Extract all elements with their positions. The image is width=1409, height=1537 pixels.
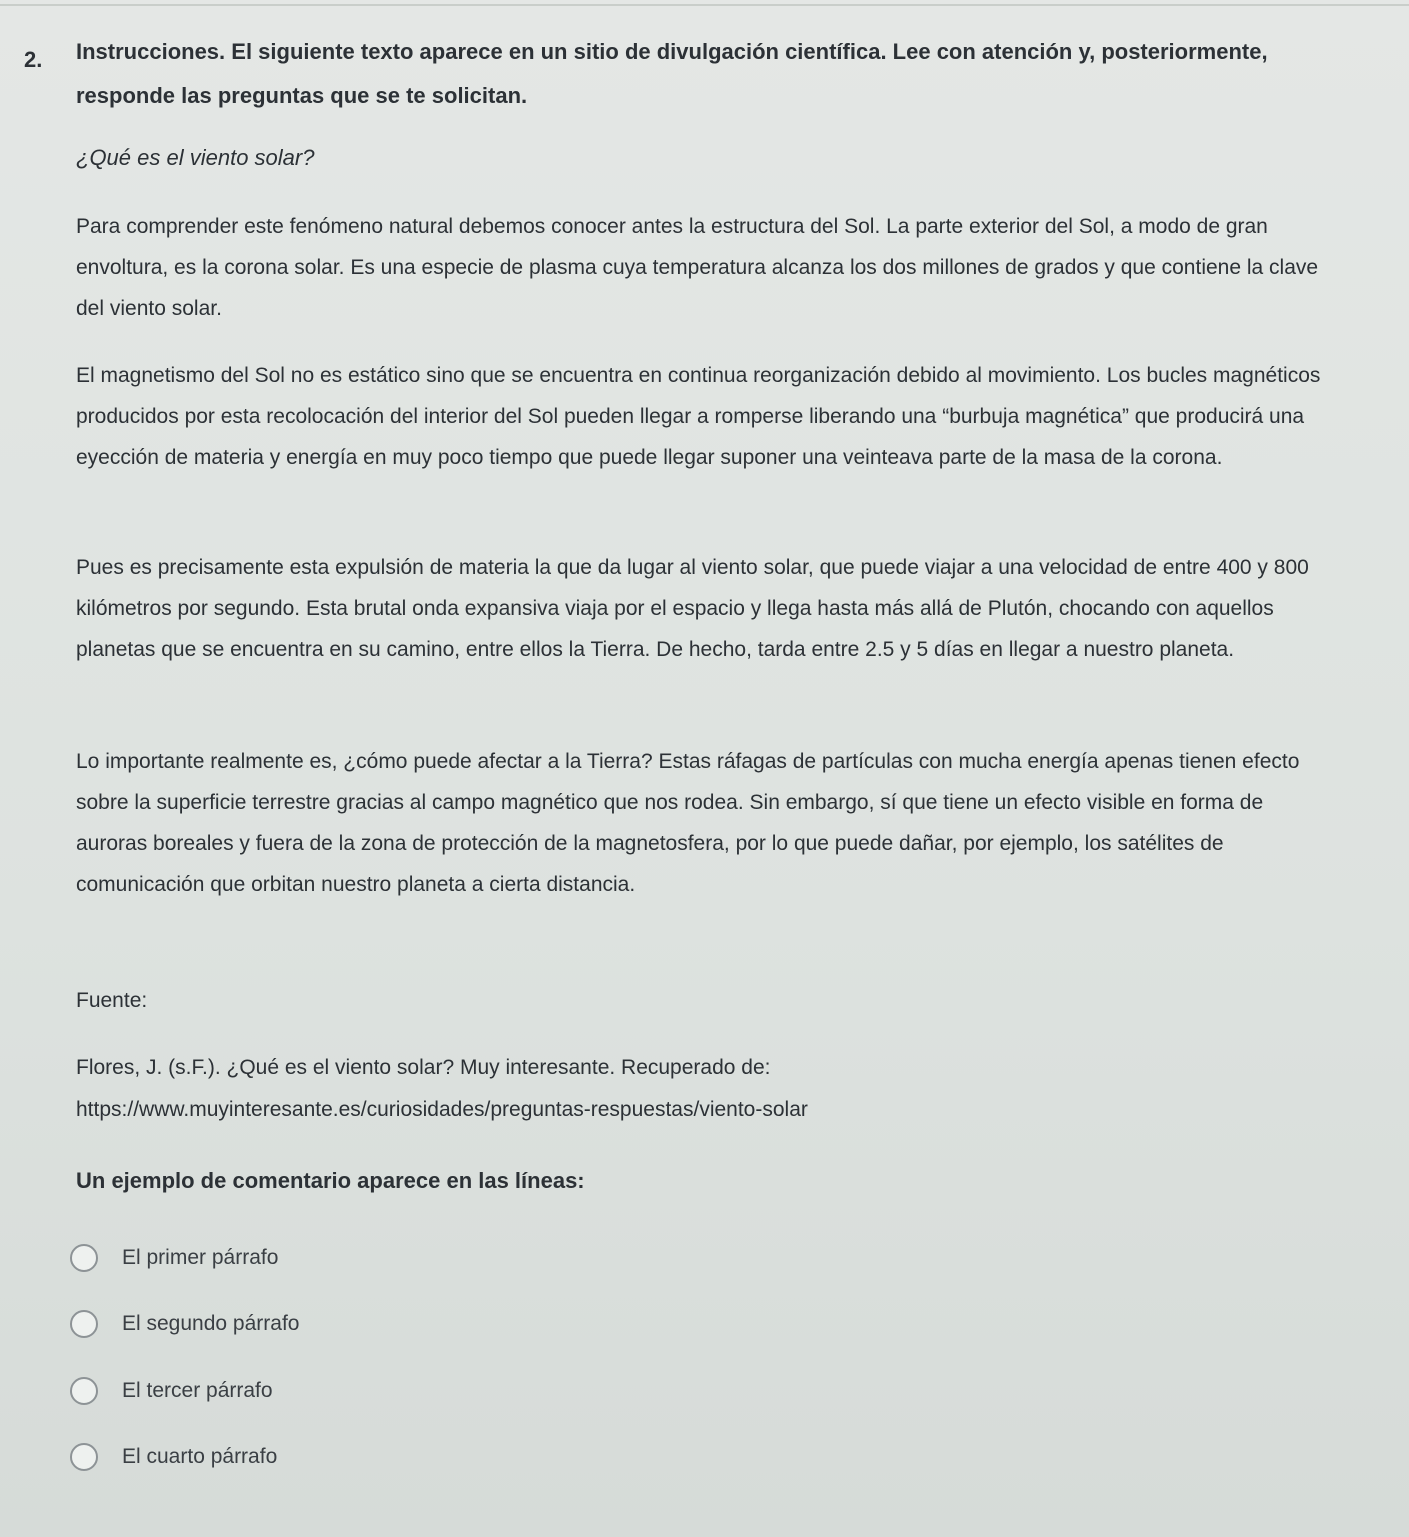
option-label-2[interactable]: El segundo párrafo	[122, 1312, 300, 1335]
option-1[interactable]	[70, 1238, 278, 1278]
article-paragraph-4: Lo importante realmente es, ¿cómo puede afectar a la Tierra? Estas ráfagas de partículas con mucha energía apenas tienen efecto sobre la superficie terrestre gracias al campo magnético que nos rodea. Sin embargo, sí que tiene un efecto visible en forma de auroras boreales y fuera de la zona de protección de la magnetosfera, por lo que puede dañar, por ejemplo, los satélites de comunicación que orbitan nuestro planeta a cierta distancia.	[76, 750, 1300, 896]
question-number: 2.	[24, 47, 43, 72]
radio-button-3[interactable]	[70, 1377, 98, 1405]
instructions	[76, 30, 1366, 118]
option-label-3[interactable]: El tercer párrafo	[122, 1379, 273, 1402]
source-label: Fuente:	[76, 989, 148, 1012]
citation-url: https://www.muyinteresante.es/curiosidades/preguntas-respuestas/viento-solar	[76, 1098, 808, 1121]
article-paragraph-2: El magnetismo del Sol no es estático sino que se encuentra en continua reorganización debido al movimiento. Los bucles magnéticos producidos por esta recolocación del interior del Sol pueden llegar a romperse liberando una “burbuja magnética” que producirá una eyección de materia y energía en muy poco tiempo que puede llegar suponer una veinteava parte de la masa de la corona.	[76, 364, 1321, 469]
instructions-lead: Instrucciones.	[76, 39, 226, 64]
article-title: ¿Qué es el viento solar?	[76, 145, 315, 170]
option-label-4[interactable]: El cuarto párrafo	[122, 1445, 278, 1468]
option-2[interactable]	[70, 1304, 299, 1344]
article-paragraph-1: Para comprender este fenómeno natural debemos conocer antes la estructura del Sol. La parte exterior del Sol, a modo de gran envoltura, es la corona solar. Es una especie de plasma cuya temperatura alcanza los dos millones de grados y que contiene la clave del viento solar.	[76, 215, 1319, 320]
citation-line-1: Flores, J. (s.F.). ¿Qué es el viento solar? Muy interesante. Recuperado de:	[76, 1056, 771, 1079]
question-text: Un ejemplo de comentario aparece en las líneas:	[76, 1168, 585, 1193]
radio-button-1[interactable]	[70, 1244, 98, 1272]
instructions-text: El siguiente texto aparece en un sitio de divulgación científica. Lee con atención y, posteriormente, responde las preguntas que se te solicitan.	[76, 39, 1268, 108]
article-paragraph-3: Pues es precisamente esta expulsión de materia la que da lugar al viento solar, que puede viajar a una velocidad de entre 400 y 800 kilómetros por segundo. Esta brutal onda expansiva viaja por el espacio y llega hasta más allá de Plutón, chocando con aquellos planetas que se encuentra en su camino, entre ellos la Tierra. De hecho, tarda entre 2.5 y 5 días en llegar a nuestro planeta.	[76, 556, 1309, 661]
option-4[interactable]	[70, 1437, 277, 1477]
radio-button-4[interactable]	[70, 1443, 98, 1471]
top-divider	[0, 4, 1409, 6]
option-3[interactable]	[70, 1371, 273, 1411]
radio-button-2[interactable]	[70, 1310, 98, 1338]
option-label-1[interactable]: El primer párrafo	[122, 1246, 279, 1269]
source-citation	[76, 1047, 1176, 1131]
